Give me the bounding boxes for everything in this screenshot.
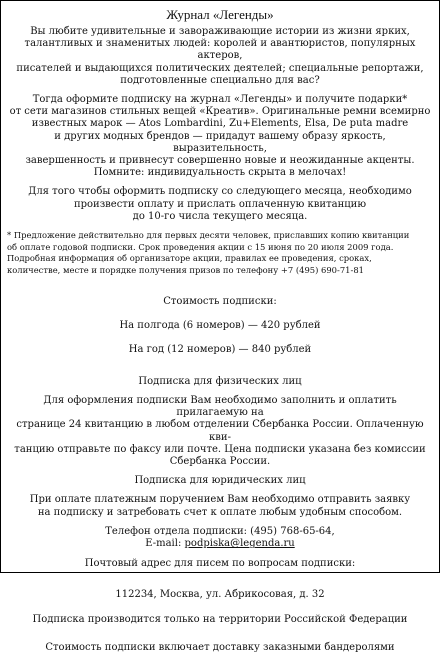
postal-address: 112234, Москва, ул. Абрикосовая, д. 32	[115, 589, 325, 601]
price-half-year: На полгода (6 номеров) — 420 рублей	[119, 320, 321, 332]
delivery-note: Стоимость подписки включает доставку заказными бандеролями	[45, 642, 395, 654]
postal-block	[7, 577, 433, 638]
email-label: E-mail:	[145, 538, 185, 550]
phone-line: Телефон отдела подписки: (495) 768-65-64,	[105, 525, 335, 537]
contacts-block	[7, 526, 433, 551]
email-link[interactable]: podpiska@legenda.ru	[184, 538, 295, 550]
email-line	[7, 538, 433, 551]
price-year: На год (12 номеров) — 840 рублей	[128, 344, 312, 356]
postal-heading: Почтовый адрес для писем по вопросам подписки:	[84, 558, 356, 570]
postal-note: Подписка производится только на территории Российской Федерации	[32, 613, 408, 625]
instructions-paragraph: Для того чтобы оформить подписку со следующего месяца, необходимо произвести оплату и прислать оплаченную квитанцию до 10-го числа текущего месяца.	[28, 186, 412, 222]
legal-heading: Подписка для юридических лиц	[134, 475, 306, 487]
intro-paragraph: Вы любите удивительные и завораживающие истории из жизни ярких, талантливых и знаменитых людей: королей и авантюристов, популярных актеров, писателей и выдающихся политических деятелей; специальные репортажи, подготовленные специально для вас?	[16, 26, 424, 86]
footnote: * Предложение действительно для первых десяти человек, приславших копию квитанции об оплате годовой подписки. Срок проведения акции с 15 июня по 20 июля 2009 года. Подробная информация об организаторе акции, правилах ее проведения, сроках, количестве, месте и порядке получения призов по телефону +7 (495) 690-71-81	[7, 230, 410, 275]
individuals-heading: Подписка для физических лиц	[138, 375, 302, 387]
price-heading: Стоимость подписки:	[163, 295, 277, 307]
legal-text: При оплате платежным поручением Вам необходимо отправить заявку на подписку и затребовать счет к оплате любым удобным способом.	[29, 494, 411, 518]
individuals-text: Для оформления подписки Вам необходимо заполнить и оплатить прилагаемую на странице 24 квитанцию в любом отделении Сбербанка России. Оплаченную кви- танцию отправьте по факсу или почте. Цена подписки указана без комиссии Сбербанка России.	[14, 395, 426, 468]
offer-paragraph: Тогда оформите подписку на журнал «Легенды» и получите подарки* от сети магазинов стильных вещей «Креатив». Оригинальные ремни всемирно известных марок — Atos Lombardini, Zu+Elements, Elsa, De puta madre и других модных брендов — придадут вашему образу яркость, выразительность, завершенность и привнесут совершенно новые и неожиданные акценты. Помните: индивидуальность скрыта в мелочах!	[9, 94, 431, 179]
page-title: Журнал «Легенды»	[166, 7, 274, 22]
price-block	[7, 283, 433, 368]
